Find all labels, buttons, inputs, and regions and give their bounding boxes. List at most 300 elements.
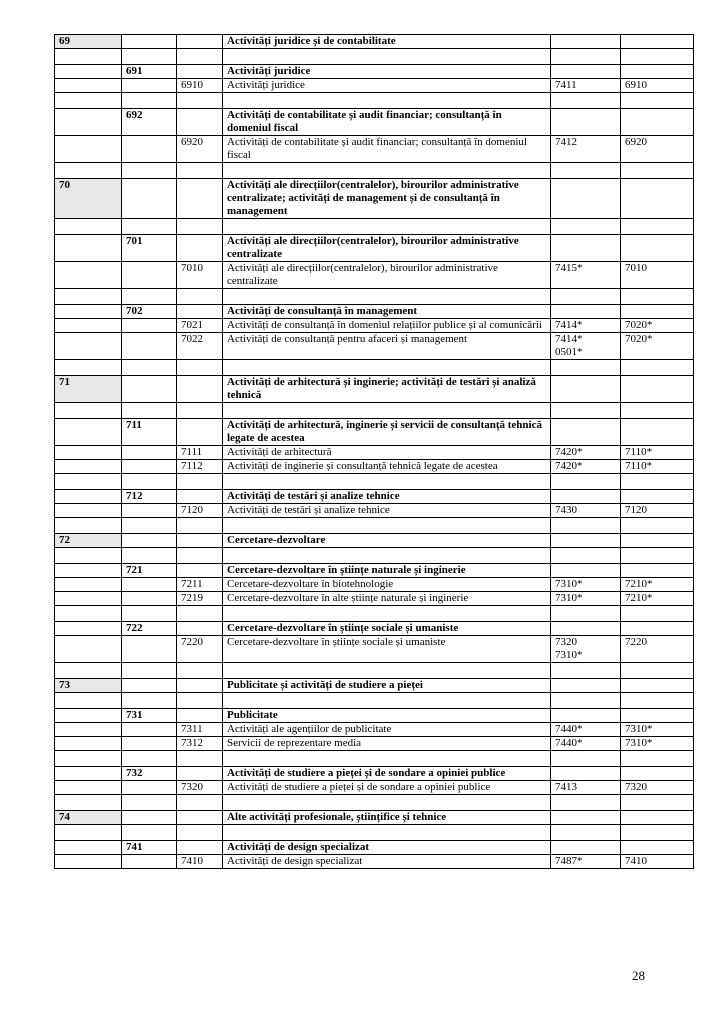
description-cell: Activități de testări și analize tehnice (223, 504, 551, 518)
group-code-cell (122, 781, 177, 795)
class-code-cell: 7022 (177, 333, 223, 360)
old-code-cell (551, 709, 621, 723)
isic-code-cell: 6920 (621, 136, 694, 163)
group-row (55, 709, 694, 723)
section-code-cell: 73 (55, 679, 122, 693)
spacer-row (55, 403, 694, 419)
class-code-cell (177, 693, 223, 709)
description-cell: Activități de consultanță în domeniul relațiilor publice și al comunicării (223, 319, 551, 333)
group-code-cell: 692 (122, 109, 177, 136)
section-code-cell (55, 474, 122, 490)
section-code-cell: 72 (55, 534, 122, 548)
section-code-cell: 69 (55, 35, 122, 49)
group-code-cell (122, 518, 177, 534)
old-code-cell (551, 795, 621, 811)
group-code-cell (122, 825, 177, 841)
section-code-cell (55, 490, 122, 504)
description-cell (223, 795, 551, 811)
class-code-cell: 7311 (177, 723, 223, 737)
class-code-cell (177, 490, 223, 504)
spacer-row (55, 663, 694, 679)
class-code-cell (177, 841, 223, 855)
old-code-cell (551, 163, 621, 179)
description-cell: Cercetare-dezvoltare în științe sociale și umaniste (223, 636, 551, 663)
section-code-cell: 70 (55, 179, 122, 219)
isic-code-cell (621, 679, 694, 693)
section-row (55, 179, 694, 219)
section-code-cell (55, 751, 122, 767)
class-code-cell (177, 709, 223, 723)
section-code-cell (55, 305, 122, 319)
class-code-cell (177, 534, 223, 548)
description-cell: Publicitate (223, 709, 551, 723)
section-code-cell (55, 235, 122, 262)
group-code-cell (122, 219, 177, 235)
description-cell: Activități de contabilitate și audit financiar; consultanță în domeniul fiscal (223, 136, 551, 163)
group-code-cell (122, 179, 177, 219)
isic-code-cell (621, 825, 694, 841)
table-body (55, 35, 694, 869)
section-code-cell (55, 219, 122, 235)
isic-code-cell (621, 693, 694, 709)
description-cell: Cercetare-dezvoltare în științe naturale și inginerie (223, 564, 551, 578)
old-code-cell (551, 419, 621, 446)
isic-code-cell (621, 622, 694, 636)
isic-code-cell (621, 179, 694, 219)
isic-code-cell (621, 564, 694, 578)
old-code-cell: 7414* 0501* (551, 333, 621, 360)
class-row (55, 855, 694, 869)
class-code-cell (177, 795, 223, 811)
section-row (55, 811, 694, 825)
old-code-cell (551, 841, 621, 855)
group-code-cell (122, 289, 177, 305)
class-code-cell (177, 289, 223, 305)
group-code-cell (122, 35, 177, 49)
old-code-cell (551, 109, 621, 136)
description-cell: Activități de arhitectură (223, 446, 551, 460)
description-cell: Cercetare-dezvoltare în biotehnologie (223, 578, 551, 592)
group-code-cell (122, 693, 177, 709)
section-code-cell (55, 136, 122, 163)
class-code-cell (177, 376, 223, 403)
group-row (55, 767, 694, 781)
class-code-cell (177, 751, 223, 767)
isic-code-cell (621, 663, 694, 679)
description-cell: Activități ale direcțiilor(centralelor), birourilor administrative centralizate (223, 262, 551, 289)
isic-code-cell (621, 235, 694, 262)
isic-code-cell: 7020* (621, 319, 694, 333)
isic-code-cell: 7020* (621, 333, 694, 360)
spacer-row (55, 751, 694, 767)
group-row (55, 65, 694, 79)
old-code-cell: 7413 (551, 781, 621, 795)
description-cell (223, 163, 551, 179)
old-code-cell (551, 693, 621, 709)
section-code-cell (55, 737, 122, 751)
class-code-cell (177, 305, 223, 319)
description-cell (223, 474, 551, 490)
isic-code-cell: 7010 (621, 262, 694, 289)
group-code-cell (122, 811, 177, 825)
old-code-cell (551, 564, 621, 578)
section-code-cell (55, 578, 122, 592)
group-code-cell (122, 606, 177, 622)
old-code-cell (551, 179, 621, 219)
old-code-cell (551, 663, 621, 679)
old-code-cell (551, 376, 621, 403)
isic-code-cell: 7110* (621, 460, 694, 474)
class-code-cell (177, 679, 223, 693)
section-code-cell (55, 636, 122, 663)
class-code-cell (177, 518, 223, 534)
section-code-cell (55, 548, 122, 564)
description-cell (223, 360, 551, 376)
old-code-cell (551, 219, 621, 235)
spacer-row (55, 49, 694, 65)
class-code-cell (177, 49, 223, 65)
group-row (55, 841, 694, 855)
group-code-cell (122, 49, 177, 65)
old-code-cell: 7412 (551, 136, 621, 163)
group-code-cell: 741 (122, 841, 177, 855)
old-code-cell (551, 403, 621, 419)
group-code-cell (122, 93, 177, 109)
isic-code-cell (621, 548, 694, 564)
group-code-cell (122, 534, 177, 548)
spacer-row (55, 474, 694, 490)
section-row (55, 376, 694, 403)
section-code-cell (55, 262, 122, 289)
class-code-cell: 7111 (177, 446, 223, 460)
old-code-cell (551, 825, 621, 841)
section-code-cell (55, 504, 122, 518)
class-code-cell (177, 179, 223, 219)
description-cell: Activități de consultanță în management (223, 305, 551, 319)
old-code-cell: 7415* (551, 262, 621, 289)
isic-code-cell (621, 403, 694, 419)
section-code-cell (55, 723, 122, 737)
spacer-row (55, 548, 694, 564)
spacer-row (55, 795, 694, 811)
section-code-cell (55, 767, 122, 781)
description-cell (223, 289, 551, 305)
description-cell (223, 403, 551, 419)
section-code-cell (55, 289, 122, 305)
class-code-cell: 7219 (177, 592, 223, 606)
description-cell: Activități de consultanță pentru afaceri și management (223, 333, 551, 360)
description-cell: Cercetare-dezvoltare (223, 534, 551, 548)
class-row (55, 578, 694, 592)
class-code-cell: 7220 (177, 636, 223, 663)
isic-code-cell (621, 109, 694, 136)
isic-code-cell (621, 305, 694, 319)
description-cell: Servicii de reprezentare media (223, 737, 551, 751)
isic-code-cell (621, 474, 694, 490)
section-code-cell (55, 319, 122, 333)
description-cell: Cercetare-dezvoltare în alte științe naturale și inginerie (223, 592, 551, 606)
old-code-cell (551, 65, 621, 79)
old-code-cell (551, 751, 621, 767)
class-code-cell (177, 109, 223, 136)
old-code-cell (551, 518, 621, 534)
section-code-cell (55, 663, 122, 679)
old-code-cell (551, 49, 621, 65)
old-code-cell: 7440* (551, 723, 621, 737)
group-code-cell (122, 751, 177, 767)
isic-code-cell (621, 93, 694, 109)
group-code-cell: 721 (122, 564, 177, 578)
description-cell: Activități ale direcțiilor(centralelor), birourilor administrative centralizate; activități de management și de consultanță în management (223, 179, 551, 219)
class-code-cell: 6920 (177, 136, 223, 163)
section-code-cell (55, 360, 122, 376)
section-code-cell (55, 693, 122, 709)
old-code-cell (551, 93, 621, 109)
class-code-cell (177, 474, 223, 490)
group-code-cell (122, 474, 177, 490)
old-code-cell (551, 235, 621, 262)
spacer-row (55, 825, 694, 841)
group-row (55, 419, 694, 446)
description-cell: Activități de studiere a pieței și de sondare a opiniei publice (223, 781, 551, 795)
description-cell: Activități de inginerie și consultanță tehnică legate de acestea (223, 460, 551, 474)
class-row (55, 136, 694, 163)
isic-code-cell (621, 518, 694, 534)
group-code-cell: 711 (122, 419, 177, 446)
group-code-cell (122, 79, 177, 93)
description-cell (223, 518, 551, 534)
class-code-cell: 7312 (177, 737, 223, 751)
description-cell (223, 751, 551, 767)
class-code-cell (177, 93, 223, 109)
group-code-cell: 732 (122, 767, 177, 781)
section-code-cell (55, 93, 122, 109)
class-code-cell (177, 548, 223, 564)
description-cell: Activități de studiere a pieței și de sondare a opiniei publice (223, 767, 551, 781)
group-code-cell (122, 723, 177, 737)
description-cell: Activități de arhitectură, inginerie și servicii de consultanță tehnică legate de acestea (223, 419, 551, 446)
section-row (55, 35, 694, 49)
class-row (55, 333, 694, 360)
old-code-cell: 7430 (551, 504, 621, 518)
class-row (55, 262, 694, 289)
section-code-cell (55, 795, 122, 811)
group-code-cell (122, 592, 177, 606)
group-code-cell (122, 460, 177, 474)
isic-code-cell (621, 289, 694, 305)
description-cell (223, 548, 551, 564)
section-code-cell (55, 403, 122, 419)
description-cell: Activități de design specializat (223, 855, 551, 869)
group-code-cell (122, 163, 177, 179)
group-code-cell (122, 319, 177, 333)
class-code-cell: 7410 (177, 855, 223, 869)
section-code-cell (55, 109, 122, 136)
old-code-cell: 7420* (551, 446, 621, 460)
group-code-cell (122, 504, 177, 518)
spacer-row (55, 518, 694, 534)
isic-code-cell (621, 419, 694, 446)
old-code-cell (551, 534, 621, 548)
section-code-cell (55, 564, 122, 578)
section-code-cell (55, 419, 122, 446)
description-cell: Activități de design specializat (223, 841, 551, 855)
isic-code-cell: 7120 (621, 504, 694, 518)
old-code-cell: 7310* (551, 578, 621, 592)
isic-code-cell: 7210* (621, 592, 694, 606)
old-code-cell: 7440* (551, 737, 621, 751)
description-cell: Activități ale direcțiilor(centralelor), birourilor administrative centralizate (223, 235, 551, 262)
group-row (55, 564, 694, 578)
isic-code-cell: 7310* (621, 723, 694, 737)
old-code-cell (551, 548, 621, 564)
isic-code-cell (621, 49, 694, 65)
class-row (55, 737, 694, 751)
class-code-cell (177, 564, 223, 578)
group-code-cell (122, 855, 177, 869)
isic-code-cell: 7320 (621, 781, 694, 795)
group-code-cell (122, 636, 177, 663)
group-row (55, 490, 694, 504)
spacer-row (55, 289, 694, 305)
class-code-cell (177, 403, 223, 419)
old-code-cell: 7420* (551, 460, 621, 474)
old-code-cell: 7487* (551, 855, 621, 869)
class-row (55, 723, 694, 737)
group-code-cell: 701 (122, 235, 177, 262)
group-code-cell: 702 (122, 305, 177, 319)
old-code-cell: 7414* (551, 319, 621, 333)
isic-code-cell (621, 751, 694, 767)
isic-code-cell (621, 360, 694, 376)
description-cell (223, 825, 551, 841)
section-code-cell (55, 592, 122, 606)
section-code-cell (55, 825, 122, 841)
old-code-cell (551, 679, 621, 693)
isic-code-cell: 7410 (621, 855, 694, 869)
section-code-cell (55, 781, 122, 795)
old-code-cell (551, 289, 621, 305)
section-row (55, 679, 694, 693)
group-code-cell: 731 (122, 709, 177, 723)
isic-code-cell (621, 795, 694, 811)
old-code-cell (551, 622, 621, 636)
group-code-cell (122, 136, 177, 163)
class-row (55, 79, 694, 93)
class-code-cell: 7021 (177, 319, 223, 333)
spacer-row (55, 606, 694, 622)
page-number: 28 (632, 968, 645, 983)
section-code-cell (55, 49, 122, 65)
description-cell: Alte activități profesionale, științifice și tehnice (223, 811, 551, 825)
isic-code-cell: 7110* (621, 446, 694, 460)
isic-code-cell (621, 709, 694, 723)
description-cell (223, 93, 551, 109)
class-code-cell: 7120 (177, 504, 223, 518)
class-code-cell: 6910 (177, 79, 223, 93)
spacer-row (55, 693, 694, 709)
description-cell (223, 49, 551, 65)
group-code-cell (122, 679, 177, 693)
old-code-cell (551, 360, 621, 376)
section-code-cell (55, 841, 122, 855)
class-code-cell (177, 767, 223, 781)
class-code-cell (177, 235, 223, 262)
class-row (55, 636, 694, 663)
classification-table (54, 34, 694, 869)
class-code-cell (177, 65, 223, 79)
isic-code-cell (621, 35, 694, 49)
section-code-cell (55, 709, 122, 723)
isic-code-cell (621, 606, 694, 622)
class-code-cell (177, 622, 223, 636)
old-code-cell (551, 474, 621, 490)
old-code-cell: 7411 (551, 79, 621, 93)
group-row (55, 235, 694, 262)
section-code-cell (55, 518, 122, 534)
description-cell: Activități juridice și de contabilitate (223, 35, 551, 49)
class-code-cell (177, 219, 223, 235)
group-code-cell (122, 360, 177, 376)
isic-code-cell (621, 841, 694, 855)
isic-code-cell (621, 811, 694, 825)
group-code-cell (122, 795, 177, 811)
isic-code-cell (621, 219, 694, 235)
isic-code-cell: 7220 (621, 636, 694, 663)
class-code-cell (177, 163, 223, 179)
old-code-cell (551, 35, 621, 49)
description-cell (223, 663, 551, 679)
group-code-cell (122, 333, 177, 360)
isic-code-cell (621, 767, 694, 781)
isic-code-cell: 6910 (621, 79, 694, 93)
group-row (55, 622, 694, 636)
old-code-cell: 7310* (551, 592, 621, 606)
spacer-row (55, 93, 694, 109)
section-code-cell (55, 855, 122, 869)
class-code-cell: 7320 (177, 781, 223, 795)
class-code-cell (177, 606, 223, 622)
section-code-cell (55, 460, 122, 474)
section-code-cell: 74 (55, 811, 122, 825)
section-code-cell: 71 (55, 376, 122, 403)
class-row (55, 460, 694, 474)
class-code-cell (177, 35, 223, 49)
group-code-cell (122, 548, 177, 564)
class-code-cell: 7010 (177, 262, 223, 289)
class-row (55, 781, 694, 795)
class-code-cell (177, 825, 223, 841)
description-cell: Cercetare-dezvoltare în științe sociale și umaniste (223, 622, 551, 636)
group-code-cell (122, 376, 177, 403)
spacer-row (55, 163, 694, 179)
isic-code-cell (621, 376, 694, 403)
description-cell (223, 693, 551, 709)
description-cell: Activități de arhitectură și inginerie; activități de testări și analiză tehnică (223, 376, 551, 403)
group-code-cell (122, 737, 177, 751)
class-code-cell (177, 360, 223, 376)
description-cell: Activități de testări și analize tehnice (223, 490, 551, 504)
description-cell: Activități juridice (223, 65, 551, 79)
spacer-row (55, 360, 694, 376)
group-code-cell (122, 578, 177, 592)
old-code-cell (551, 305, 621, 319)
class-row (55, 592, 694, 606)
section-code-cell (55, 333, 122, 360)
class-code-cell (177, 663, 223, 679)
isic-code-cell (621, 163, 694, 179)
class-code-cell (177, 419, 223, 446)
